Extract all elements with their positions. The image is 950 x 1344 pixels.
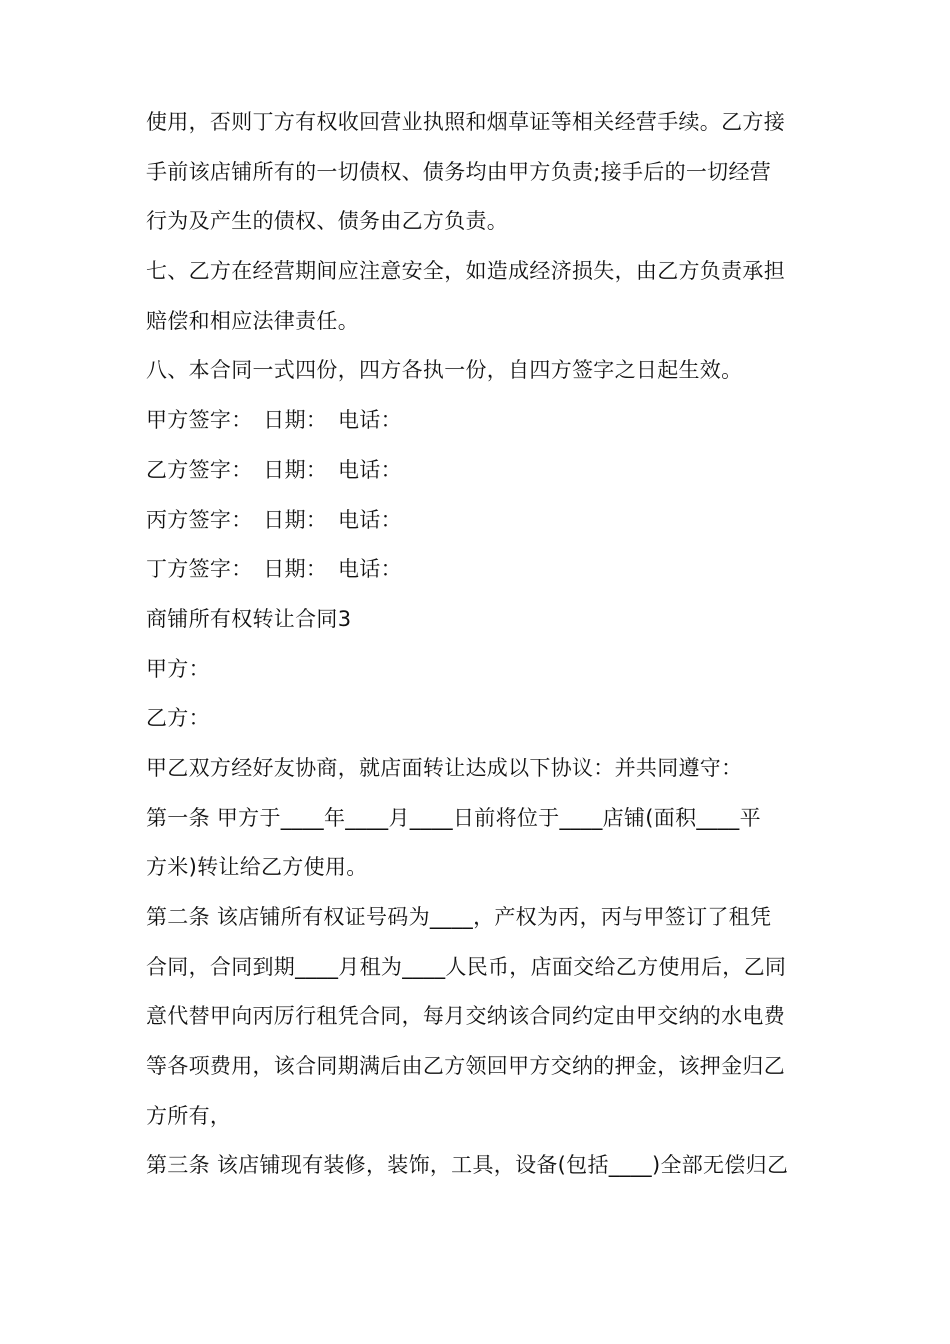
signature-line-party-c: 丙方签字： 日期： 电话： bbox=[146, 507, 402, 532]
signature-line-party-d: 丁方签字： 日期： 电话： bbox=[146, 557, 402, 582]
party-a-label: 甲方： bbox=[146, 656, 210, 681]
text-line: 方所有， bbox=[146, 1103, 232, 1128]
section-title: 商铺所有权转让合同3 bbox=[146, 606, 352, 631]
signature-line-party-b: 乙方签字： 日期： 电话： bbox=[146, 457, 402, 482]
article-three: 第三条 该店铺现有装修，装饰，工具，设备(包括____)全部无偿归乙 bbox=[146, 1153, 789, 1178]
text-line: 赔偿和相应法律责任。 bbox=[146, 308, 359, 333]
text-line: 合同，合同到期____月租为____人民币，店面交给乙方使用后，乙同 bbox=[146, 954, 787, 979]
document-body bbox=[146, 98, 826, 1191]
text-line: 等各项费用，该合同期满后由乙方领回甲方交纳的押金，该押金归乙 bbox=[146, 1054, 785, 1079]
agreement-intro: 甲乙双方经好友协商，就店面转让达成以下协议：并共同遵守： bbox=[146, 755, 743, 780]
text-line: 使用，否则丁方有权收回营业执照和烟草证等相关经营手续。乙方接 bbox=[146, 110, 785, 134]
text-line: 意代替甲向丙厉行租凭合同，每月交纳该合同约定由甲交纳的水电费 bbox=[146, 1004, 785, 1029]
party-b-label: 乙方： bbox=[146, 706, 210, 731]
clause-eight: 八、本合同一式四份，四方各执一份，自四方签字之日起生效。 bbox=[146, 358, 743, 383]
signature-line-party-a: 甲方签字： 日期： 电话： bbox=[146, 408, 402, 433]
text-line: 手前该店铺所有的一切债权、债务均由甲方负责;接手后的一切经营 bbox=[146, 159, 772, 184]
article-one: 第一条 甲方于____年____月____日前将位于____店铺(面积____平 bbox=[146, 805, 761, 830]
article-two: 第二条 该店铺所有权证号码为____，产权为丙，丙与甲签订了租凭 bbox=[146, 905, 772, 929]
clause-seven: 七、乙方在经营期间应注意安全，如造成经济损失，由乙方负责承担 bbox=[146, 259, 785, 284]
text-line: 方米)转让给乙方使用。 bbox=[146, 855, 368, 880]
text-line: 行为及产生的债权、债务由乙方负责。 bbox=[146, 209, 509, 234]
